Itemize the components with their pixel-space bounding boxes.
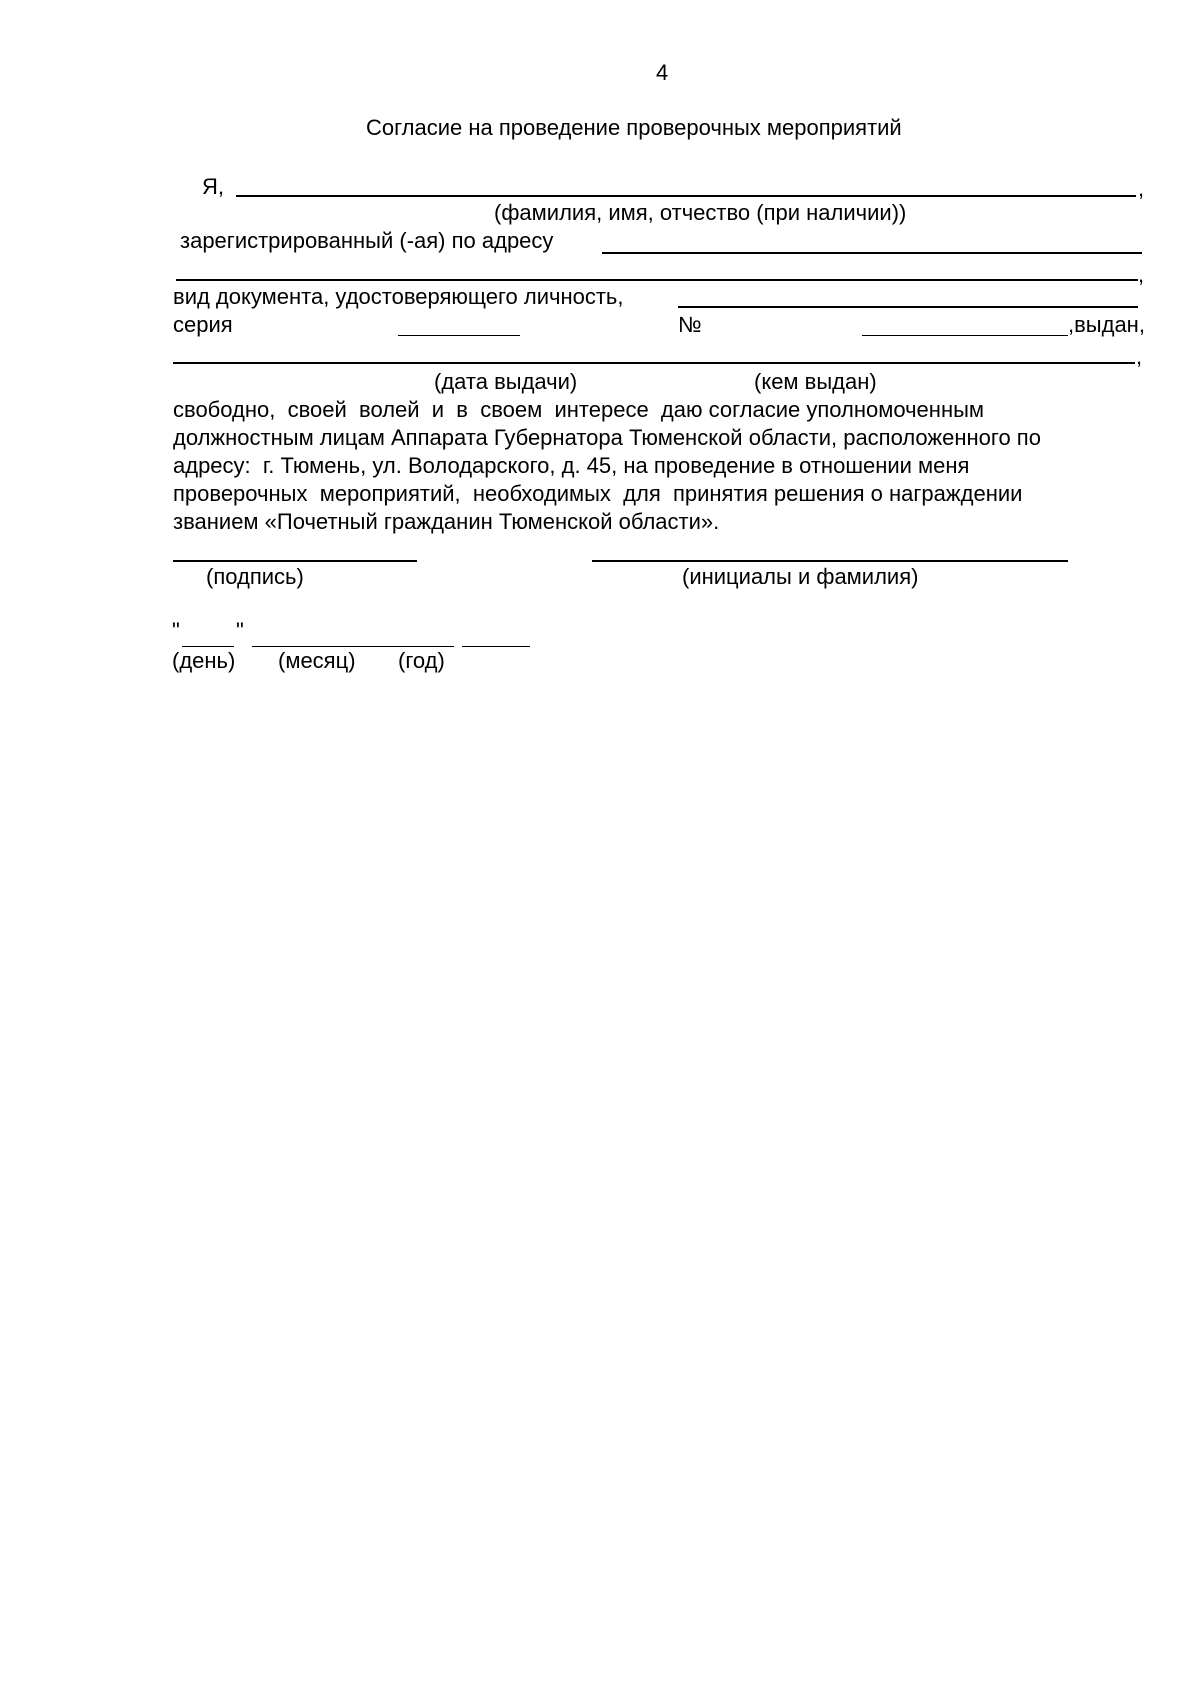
document-blank[interactable] <box>678 306 1138 308</box>
document-label: вид документа, удостоверяющего личность, <box>173 284 624 309</box>
address-comma: , <box>1138 262 1145 287</box>
number-blank[interactable] <box>862 335 1068 336</box>
address-blank-1[interactable] <box>602 252 1142 254</box>
date-issued-caption: (дата выдачи) <box>434 369 578 394</box>
day-caption: (день) <box>172 648 236 673</box>
date-close-quote: " <box>236 618 244 643</box>
month-blank[interactable] <box>252 646 454 647</box>
consent-line-3: адресу: г. Тюмень, ул. Володарского, д. 45, на проведение в отношении меня <box>173 453 970 478</box>
date-open-quote: " <box>172 618 180 643</box>
year-blank[interactable] <box>462 646 530 647</box>
issued-label: ,выдан, <box>1068 312 1145 337</box>
series-label: серия <box>173 312 233 337</box>
consent-line-4: проверочных мероприятий, необходимых для принятия решения о награждении <box>173 481 1023 506</box>
page-number: 4 <box>656 60 669 85</box>
year-caption: (год) <box>398 648 445 673</box>
consent-line-5: званием «Почетный гражданин Тюменской области». <box>173 509 720 534</box>
consent-line-2: должностным лицам Аппарата Губернатора Тюменской области, расположенного по <box>173 425 1041 450</box>
fio-blank[interactable] <box>236 195 1136 197</box>
page-title: Согласие на проведение проверочных мероприятий <box>366 115 902 140</box>
fio-comma: , <box>1138 176 1145 201</box>
i-prefix: Я, <box>202 174 224 199</box>
signature-caption: (подпись) <box>206 564 304 589</box>
name-caption: (инициалы и фамилия) <box>682 564 919 589</box>
issued-details-blank[interactable] <box>173 362 1135 364</box>
address-blank-2[interactable] <box>176 279 1138 281</box>
month-caption: (месяц) <box>278 648 356 673</box>
name-blank[interactable] <box>592 560 1068 562</box>
issued-by-caption: (кем выдан) <box>754 369 877 394</box>
issued-comma: , <box>1136 344 1143 369</box>
registered-label: зарегистрированный (-ая) по адресу <box>180 228 554 253</box>
day-blank[interactable] <box>182 646 234 647</box>
signature-blank[interactable] <box>173 560 417 562</box>
fio-caption: (фамилия, имя, отчество (при наличии)) <box>494 200 907 225</box>
number-label: № <box>678 312 702 337</box>
consent-line-1: свободно, своей волей и в своем интересе даю согласие уполномоченным <box>173 397 985 422</box>
series-blank[interactable] <box>398 335 520 336</box>
